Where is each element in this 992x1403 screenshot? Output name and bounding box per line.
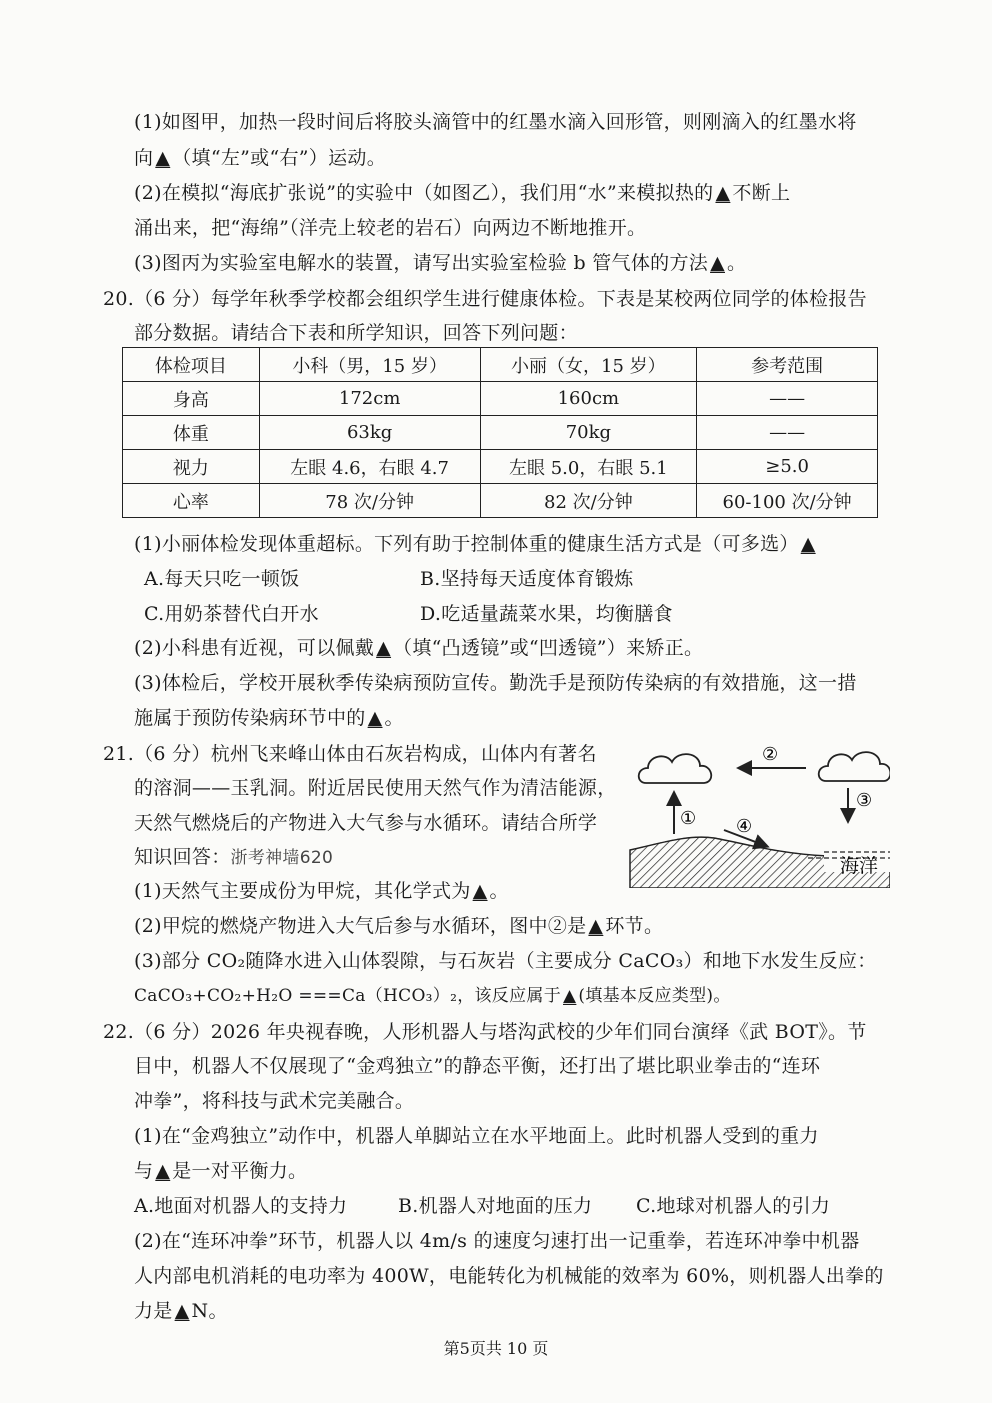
- table-header: 小丽（女，15 岁）: [480, 348, 697, 382]
- cloud-right-icon: [819, 752, 890, 781]
- table-header: 小科（男，15 岁）: [259, 348, 480, 382]
- q20-option-d: D.吃适量蔬菜水果，均衡膳食: [420, 603, 673, 625]
- ocean-label: 海洋: [840, 855, 879, 877]
- answer-blank: ▲: [367, 707, 383, 729]
- q20-part2: (2)小科患有近视，可以佩戴 ▲ （填“凸透镜”或“凹透镜”）来矫正。: [134, 637, 704, 659]
- water-cycle-figure: [628, 738, 890, 888]
- q19-part3: (3)图丙为实验室电解水的装置，请写出实验室检验 b 管气体的方法 ▲ 。: [134, 252, 747, 274]
- table-header: 体检项目: [123, 348, 260, 382]
- table-cell: 身高: [123, 382, 260, 416]
- q20-intro-line1: 20.（6 分）每学年秋季学校都会组织学生进行健康体检。下表是某校两位同学的体检报告: [103, 288, 867, 310]
- q22-part1-line2: 与 ▲ 是一对平衡力。: [134, 1160, 308, 1182]
- q22-option-b: B.机器人对地面的压力: [398, 1195, 593, 1217]
- table-cell: 左眼 4.6，右眼 4.7: [259, 450, 480, 484]
- answer-blank: ▲: [174, 1300, 190, 1322]
- q19-part2-line2: 涌出来，把“海绵”（洋壳上较老的岩石）向两边不断地推开。: [134, 217, 647, 239]
- answer-blank: ▲: [376, 637, 392, 659]
- q21-intro-line1: 21.（6 分）杭州飞来峰山体由石灰岩构成，山体内有著名: [103, 743, 597, 765]
- table-cell: ——: [697, 382, 878, 416]
- q21-part1: (1)天然气主要成份为甲烷，其化学式为 ▲ 。: [134, 880, 509, 902]
- table-cell: 左眼 5.0，右眼 5.1: [480, 450, 697, 484]
- q22-part2-line3: 力是 ▲ N。: [134, 1300, 228, 1322]
- q19-part2-line1: (2)在模拟“海底扩张说”的实验中（如图乙），我们用“水”来模拟热的 ▲ 不断上: [134, 182, 791, 204]
- table-cell: 60-100 次/分钟: [697, 484, 878, 518]
- q22-option-a: A.地面对机器人的支持力: [134, 1195, 348, 1217]
- table-cell: 70kg: [480, 416, 697, 450]
- table-cell: 82 次/分钟: [480, 484, 697, 518]
- health-report-table: [122, 347, 878, 518]
- q20-part1: (1)小丽体检发现体重超标。下列有助于控制体重的健康生活方式是（可多选） ▲: [134, 533, 816, 555]
- table-row: [123, 416, 878, 450]
- q22-part2-line2: 人内部电机消耗的电功率为 400W，电能转化为机械能的效率为 60%，则机器人出拳的: [134, 1265, 884, 1287]
- label-2: ②: [762, 744, 779, 765]
- q21-part3-line1: (3)部分 CO₂随降水进入山体裂隙，与石灰岩（主要成分 CaCO₃）和地下水发生反应：: [134, 950, 877, 972]
- answer-blank: ▲: [800, 533, 816, 555]
- q19-part1-line2: 向 ▲ （填“左”或“右”）运动。: [134, 147, 386, 169]
- q19-part1-line1: (1)如图甲，加热一段时间后将胶头滴管中的红墨水滴入回形管，则刚滴入的红墨水将: [134, 111, 857, 133]
- table-cell: 78 次/分钟: [259, 484, 480, 518]
- table-row: [123, 484, 878, 518]
- label-1: ①: [680, 808, 697, 829]
- answer-blank: ▲: [710, 252, 725, 274]
- q22-option-c: C.地球对机器人的引力: [636, 1195, 831, 1217]
- table-cell: 体重: [123, 416, 260, 450]
- q20-option-b: B.坚持每天适度体育锻炼: [420, 568, 634, 590]
- q22-intro-line3: 冲拳”，将科技与武术完美融合。: [134, 1090, 415, 1112]
- table-header: 参考范围: [697, 348, 878, 382]
- table-cell: 160cm: [480, 382, 697, 416]
- table-cell: ——: [697, 416, 878, 450]
- q21-intro-line3: 天然气燃烧后的产物进入大气参与水循环。请结合所学: [134, 812, 598, 834]
- table-cell: 心率: [123, 484, 260, 518]
- answer-blank: ▲: [715, 182, 731, 204]
- label-3: ③: [856, 790, 873, 811]
- q22-intro-line2: 目中，机器人不仅展现了“金鸡独立”的静态平衡，还打出了堪比职业拳击的“连环: [134, 1055, 821, 1077]
- q20-option-c: C.用奶茶替代白开水: [144, 603, 319, 625]
- q20-intro-line2: 部分数据。请结合下表和所学知识，回答下列问题：: [134, 322, 578, 344]
- answer-blank: ▲: [588, 915, 604, 937]
- q21-part3-line2: CaCO₃+CO₂+H₂O ===Ca（HCO₃）₂，该反应属于 ▲ (填基本反应类型)。: [134, 986, 731, 1006]
- q20-option-a: A.每天只吃一顿饭: [144, 568, 300, 590]
- table-row: [123, 450, 878, 484]
- table-header-row: [123, 348, 878, 382]
- answer-blank: ▲: [472, 880, 488, 902]
- q22-intro-line1: 22.（6 分）2026 年央视春晚，人形机器人与塔沟武校的少年们同台演绎《武 BOT》。节: [103, 1021, 867, 1043]
- cloud-left-icon: [639, 754, 712, 783]
- q22-part2-line1: (2)在“连环冲拳”环节，机器人以 4m/s 的速度匀速打出一记重拳，若连环冲拳中机器: [134, 1230, 860, 1252]
- q20-part3-line1: (3)体检后，学校开展秋季传染病预防宣传。勤洗手是预防传染病的有效措施，这一措: [134, 672, 857, 694]
- label-4: ④: [736, 816, 753, 837]
- table-cell: 63kg: [259, 416, 480, 450]
- page-footer: 第5页共 10 页: [443, 1339, 549, 1358]
- watermark-text: 浙考神墙620: [230, 848, 334, 868]
- answer-blank: ▲: [155, 147, 171, 169]
- table-cell: ≥5.0: [697, 450, 878, 484]
- q22-part1-line1: (1)在“金鸡独立”动作中，机器人单脚站立在水平地面上。此时机器人受到的重力: [134, 1125, 819, 1147]
- q21-intro-line4: 知识回答：浙考神墙620: [134, 846, 334, 868]
- q21-intro-line2: 的溶洞——玉乳洞。附近居民使用天然气作为清洁能源，: [134, 777, 617, 799]
- q21-part2: (2)甲烷的燃烧产物进入大气后参与水循环，图中②是 ▲ 环节。: [134, 915, 664, 937]
- q20-part3-line2: 施属于预防传染病环节中的 ▲ 。: [134, 707, 404, 729]
- table-row: [123, 382, 878, 416]
- answer-blank: ▲: [563, 986, 577, 1006]
- table-cell: 172cm: [259, 382, 480, 416]
- table-cell: 视力: [123, 450, 260, 484]
- answer-blank: ▲: [155, 1160, 171, 1182]
